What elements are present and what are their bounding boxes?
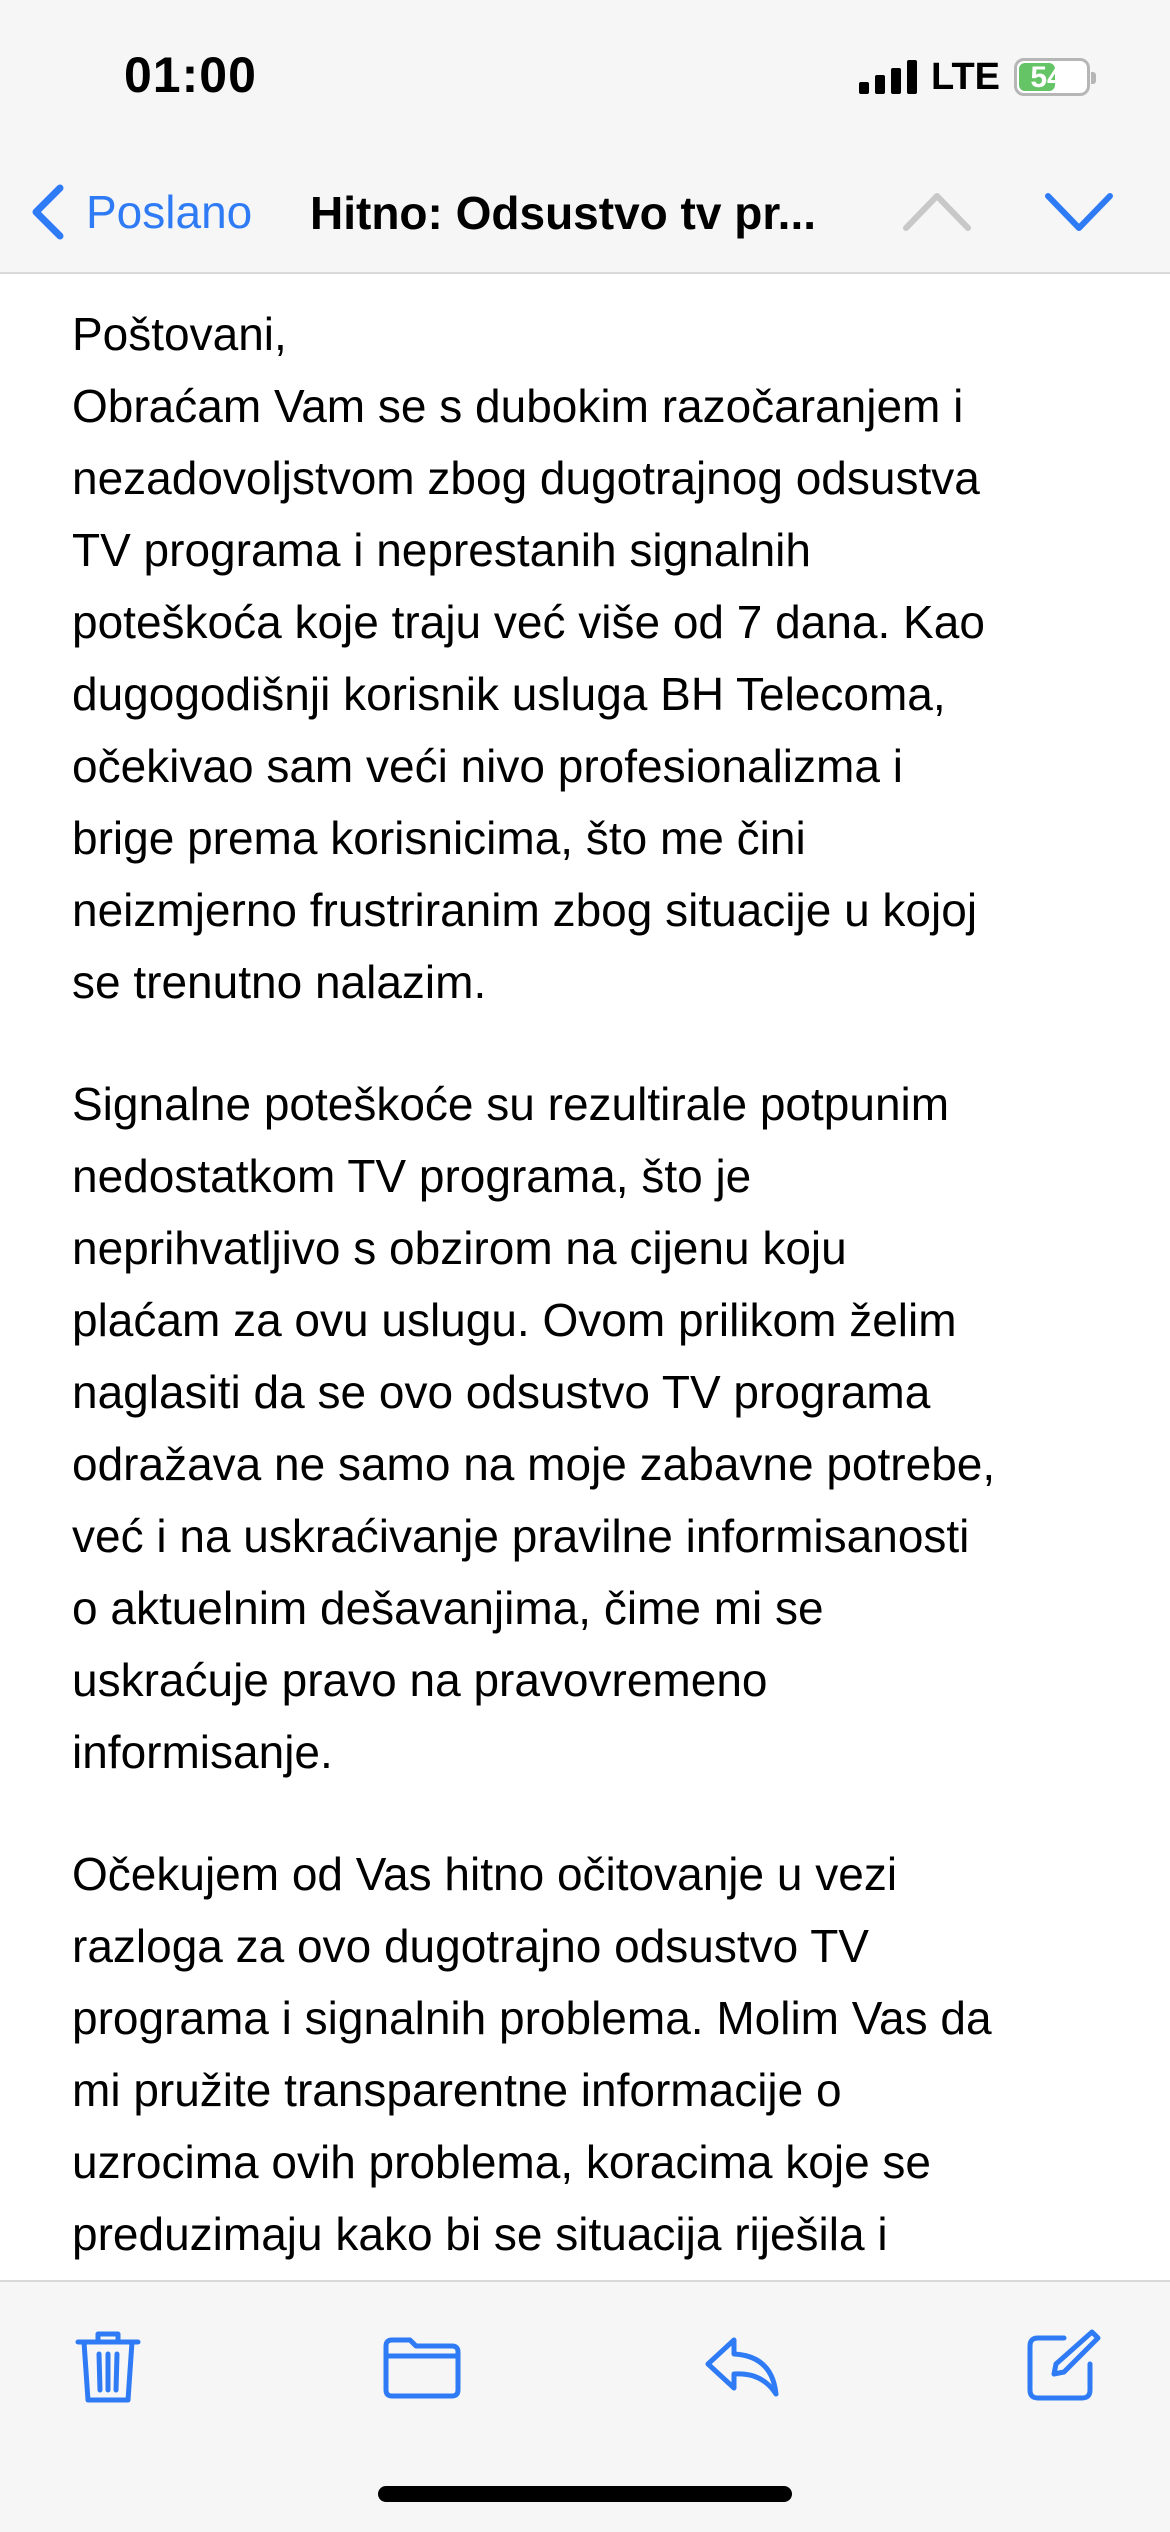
navigation-bar bbox=[0, 150, 1170, 274]
email-text-line: odražava ne samo na moje zabavne potrebe, bbox=[72, 1438, 996, 1490]
chevron-up-icon bbox=[900, 180, 974, 244]
message-subject-title: Hitno: Odsustvo tv pr... bbox=[310, 187, 817, 239]
next-message-button[interactable] bbox=[1042, 180, 1116, 244]
email-text-line: neizmjerno frustriranim zbog situacije u kojoj bbox=[72, 884, 978, 936]
email-text-line: Poštovani, bbox=[72, 308, 287, 360]
email-body bbox=[72, 298, 1112, 2278]
email-text-line: razloga za ovo dugotrajno odsustvo TV bbox=[72, 1920, 869, 1972]
chevron-down-icon bbox=[1042, 180, 1116, 244]
email-text-line: se trenutno nalazim. bbox=[72, 956, 487, 1008]
cellular-signal-icon bbox=[859, 60, 917, 94]
delete-button[interactable] bbox=[66, 2324, 150, 2408]
email-text-line: očekivao sam veći nivo profesionalizma i bbox=[72, 740, 903, 792]
email-text-line: naglasiti da se ovo odsustvo TV programa bbox=[72, 1366, 931, 1418]
email-text-line: nezadovoljstvom zbog dugotrajnog odsustva bbox=[72, 452, 980, 504]
previous-message-button[interactable] bbox=[900, 180, 974, 244]
email-text-line: preduzimaju kako bi se situacija riješila i bbox=[72, 2208, 888, 2260]
status-bar bbox=[0, 0, 1170, 150]
email-text-line: Signalne poteškoće su rezultirale potpunim bbox=[72, 1078, 950, 1130]
email-text-line: uzrocima ovih problema, koracima koje se bbox=[72, 2136, 932, 2188]
email-text-line: plaćam za ovu uslugu. Ovom prilikom želim bbox=[72, 1294, 957, 1346]
network-type: LTE bbox=[931, 55, 1000, 98]
email-text-line: brige prema korisnicima, što me čini bbox=[72, 812, 806, 864]
email-paragraph bbox=[72, 298, 1112, 1018]
reply-button[interactable] bbox=[700, 2324, 784, 2408]
back-button[interactable] bbox=[26, 178, 252, 246]
charging-bolt-icon: ⚡ bbox=[1062, 64, 1081, 94]
email-text-line: mi pružite transparentne informacije o bbox=[72, 2064, 842, 2116]
email-paragraph bbox=[72, 1068, 1112, 1788]
battery-cap bbox=[1091, 72, 1096, 84]
battery-icon bbox=[1014, 58, 1090, 96]
compose-icon bbox=[1020, 2324, 1104, 2408]
back-button-label: Poslano bbox=[86, 186, 253, 238]
status-indicators bbox=[859, 52, 1090, 102]
trash-icon bbox=[66, 2324, 150, 2408]
email-text-line: uskraćuje pravo na pravovremeno bbox=[72, 1654, 768, 1706]
home-indicator bbox=[378, 2486, 792, 2502]
folder-icon bbox=[380, 2324, 464, 2408]
email-text-line: dugogodišnji korisnik usluga BH Telecoma, bbox=[72, 668, 946, 720]
email-text-line: programa i signalnih problema. Molim Vas da bbox=[72, 1992, 992, 2044]
compose-button[interactable] bbox=[1020, 2324, 1104, 2408]
email-text-line: informisanje. bbox=[72, 1726, 333, 1778]
email-text-line: Očekujem od Vas hitno očitovanje u vezi bbox=[72, 1848, 898, 1900]
email-text-line: poteškoća koje traju već više od 7 dana. Kao bbox=[72, 596, 985, 648]
email-text-line: TV programa i neprestanih signalnih bbox=[72, 524, 811, 576]
chevron-left-icon bbox=[26, 182, 68, 242]
email-text-line: već i na uskraćivanje pravilne informisanosti bbox=[72, 1510, 970, 1562]
email-text-line: o aktuelnim dešavanjima, čime mi se bbox=[72, 1582, 824, 1634]
status-time: 01:00 bbox=[124, 47, 257, 103]
battery-level: 54 bbox=[1030, 61, 1064, 94]
email-text-line: nedostatkom TV programa, što je bbox=[72, 1150, 752, 1202]
email-text-line: neprihvatljivo s obzirom na cijenu koju bbox=[72, 1222, 847, 1274]
move-to-folder-button[interactable] bbox=[380, 2324, 464, 2408]
email-text-line: Obraćam Vam se s dubokim razočaranjem i bbox=[72, 380, 964, 432]
reply-icon bbox=[700, 2324, 784, 2408]
email-paragraph bbox=[72, 1838, 1112, 2270]
